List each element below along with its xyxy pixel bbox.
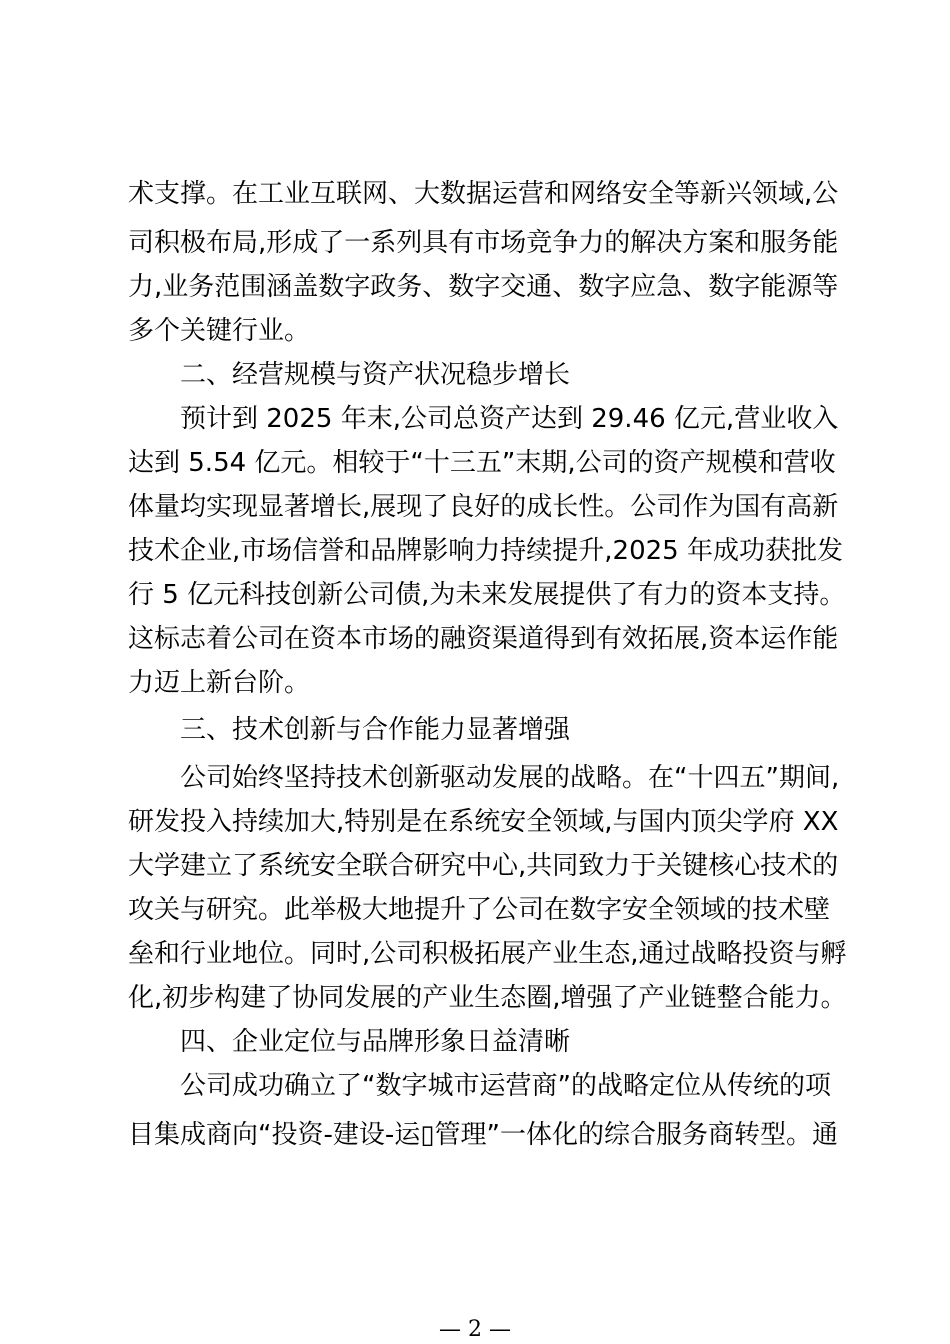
- body-line-7: 达到 5.54 亿元。相较于“十三五”末期,公司的资产规模和营收: [128, 448, 836, 478]
- section-heading-2: 二、经营规模与资产状况稳步增长: [180, 360, 571, 390]
- section-heading-3: 三、技术创新与合作能力显著增强: [180, 715, 571, 745]
- section-heading-4: 四、企业定位与品牌形象日益清晰: [180, 1027, 571, 1057]
- body-line-16: 大学建立了系统安全联合研究中心,共同致力于关键核心技术的: [128, 851, 839, 881]
- body-line-3: 力,业务范围涵盖数字政务、数字交通、数字应急、数字能源等: [128, 272, 839, 302]
- body-line-6: 预计到 2025 年末,公司总资产达到 29.46 亿元,营业收入: [180, 404, 839, 434]
- body-line-9: 技术企业,市场信誉和品牌影响力持续提升,2025 年成功获批发: [128, 536, 843, 566]
- body-line-17: 攻关与研究。此举极大地提升了公司在数字安全领域的技术壁: [128, 895, 831, 925]
- body-line-14: 公司始终坚持技术创新驱动发展的战略。在“十四五”期间,: [180, 763, 840, 793]
- body-line-11: 这标志着公司在资本市场的融资渠道得到有效拓展,资本运作能: [128, 624, 839, 654]
- body-line-12: 力迈上新台阶。: [128, 668, 311, 698]
- body-line-22: 目集成商向“投资-建设-运▯管理”一体化的综合服务商转型。通: [128, 1120, 839, 1150]
- body-line-2: 司积极布局,形成了一系列具有市场竞争力的解决方案和服务能: [128, 228, 839, 258]
- page-number: — 2 —: [439, 1317, 511, 1342]
- body-line-18: 垒和行业地位。同时,公司积极拓展产业生态,通过战略投资与孵: [128, 939, 847, 969]
- body-line-21: 公司成功确立了“数字城市运营商”的战略定位从传统的项: [180, 1071, 831, 1101]
- body-line-1: 术支撑。在工业互联网、大数据运营和网络安全等新兴领域,公: [128, 179, 839, 209]
- body-line-19: 化,初步构建了协同发展的产业生态圈,增强了产业链整合能力。: [128, 983, 847, 1013]
- body-line-4: 多个关键行业。: [128, 316, 311, 346]
- body-line-8: 体量均实现显著增长,展现了良好的成长性。公司作为国有高新: [128, 492, 839, 522]
- body-line-15: 研发投入持续加大,特别是在系统安全领域,与国内顶尖学府 XX: [128, 807, 839, 837]
- body-line-10: 行 5 亿元科技创新公司债,为未来发展提供了有力的资本支持。: [128, 580, 846, 610]
